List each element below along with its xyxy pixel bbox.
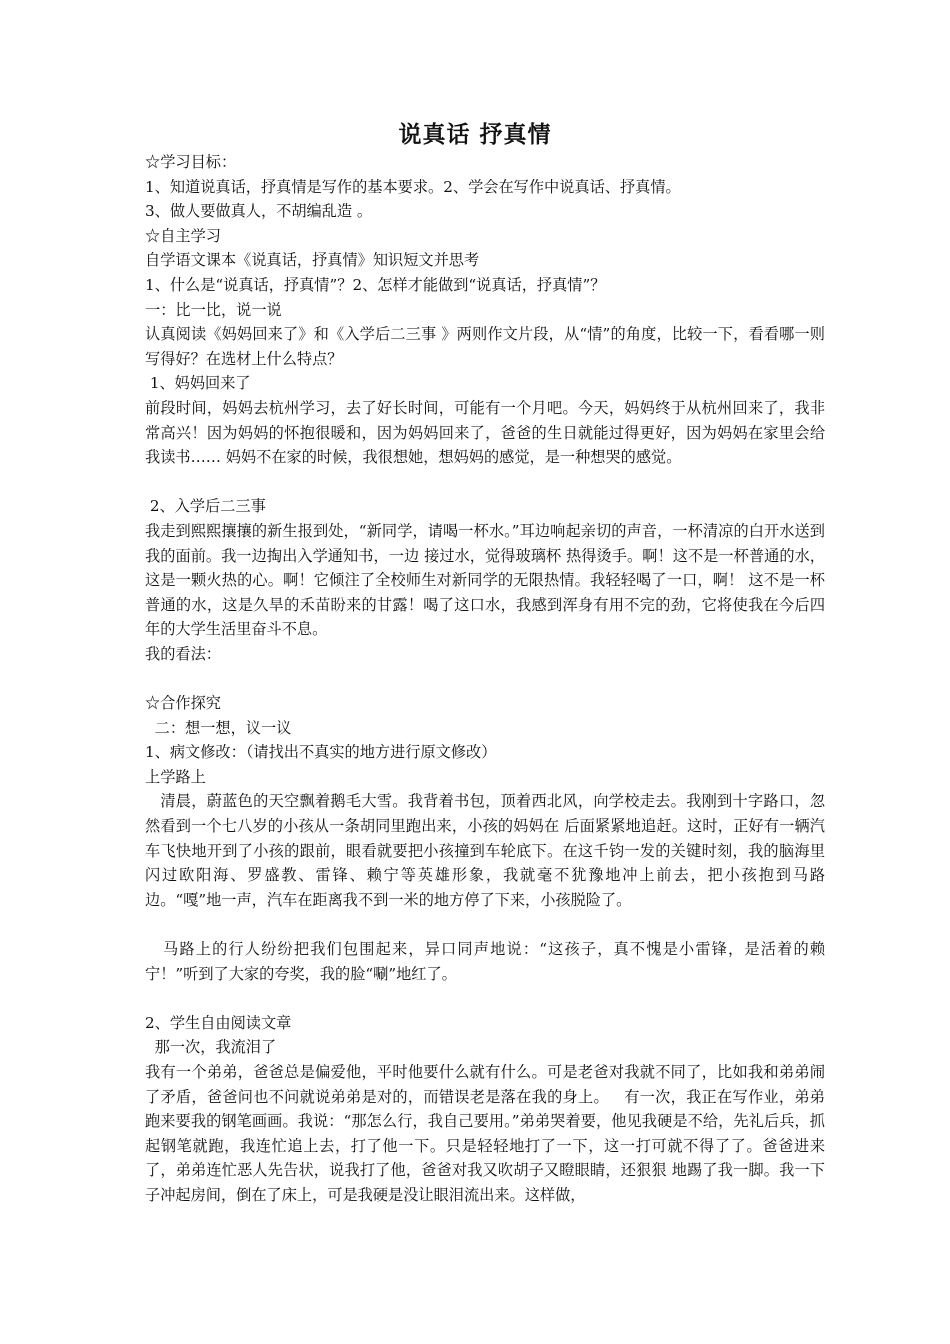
- essay4-title: 那一次，我流泪了: [145, 1038, 277, 1057]
- goals-line-1: 1、知道说真话，抒真情是写作的基本要求。2、学会在写作中说真话、抒真情。: [145, 177, 681, 196]
- spacer: [145, 666, 825, 691]
- self-study-questions: 1、什么是“说真话，抒真情”？2、怎样才能做到“说真话，抒真情”？: [145, 275, 606, 294]
- essay1-text: 前段时间，妈妈去杭州学习，去了好长时间，可能有一个月吧。今天，妈妈终于从杭州回来了，我非常高兴！因为妈妈的怀抱很暖和，因为妈妈回来了，爸爸的生日就能过得更好，因为妈妈在家里会给我读书…… 妈妈不在家的时候，我很想她，想妈妈的感觉，是一种想哭的感觉。: [145, 398, 825, 467]
- part1-instruction: 认真阅读《妈妈回来了》和《入学后二三事 》两则作文片段，从“情”的角度，比较一下，看看哪一则写得好？在选材上什么特点？: [145, 325, 825, 368]
- essay4-text: 我有一个弟弟，爸爸总是偏爱他，平时他要什么就有什么。可是老爸对我就不同了，比如我和弟弟闹了矛盾，爸爸问也不问就说弟弟是对的，而错误老是落在我的身上。 有一次，我正在写作业，弟弟跑来要我的钢笔画画。我说：“那怎么行，我自己要用。”弟弟哭着要，他见我硬是不给，先礼后兵，抓起钢笔就跑，我连忙追上去，打了他一下。只是轻轻地打了一下，这一打可就不得了了。爸爸进来了，弟弟连忙恶人先告状，说我打了他，爸爸对我又吹胡子又瞪眼睛，还狠狠 地踢了我一脚。我一下子冲起房间，倒在了床上，可是我硬是没让眼泪流出来。这样做，: [145, 1062, 825, 1204]
- goals-heading: ☆学习目标：: [145, 153, 237, 171]
- my-view-label: 我的看法：: [145, 644, 221, 663]
- essay3-paragraph-1: 清晨，蔚蓝色的天空飘着鹅毛大雪。我背着书包，顶着西北风，向学校走去。我刚到十字路口，忽然看到一个七八岁的小孩从一条胡同里跑出来，小孩的妈妈在 后面紧紧地追赶。这时，正好有一辆汽车飞快地开到了小孩的跟前，眼看就要把小孩撞到车轮底下。在这千钧一发的关键时刻，我的脑海里闪过欧阳海、罗盛教、雷锋、赖宁等英雄形象，我就毫不犹豫地冲上前去，把小孩抱到马路边。“嘎”地一声，汽车在距离我不到一米的地方停了下来，小孩脱险了。: [145, 792, 826, 909]
- part1-heading: 一：比一比，说一说: [145, 300, 282, 319]
- essay3-paragraph-2: 马路上的行人纷纷把我们包围起来，异口同声地说：“这孩子，真不愧是小雷锋，是活着的赖宁！”听到了大家的夸奖，我的脸“唰”地红了。: [145, 940, 826, 983]
- self-study-intro: 自学语文课本《说真话，抒真情》知识短文并思考: [145, 251, 480, 270]
- essay3-title: 上学路上: [145, 767, 206, 786]
- essay1-title: 1、妈妈回来了: [145, 374, 251, 393]
- part2-heading: 二：想一想，议一议: [145, 718, 292, 737]
- page-title: 说真话 抒真情: [398, 121, 552, 148]
- spacer: [145, 912, 825, 937]
- goals-line-2: 3、做人要做真人，不胡编乱造 。: [145, 202, 373, 221]
- spacer: [145, 986, 825, 1011]
- document-body: [145, 150, 825, 1208]
- essay2-title: 2、入学后二三事: [145, 497, 266, 516]
- task2-instruction: 2、学生自由阅读文章: [145, 1013, 292, 1032]
- spacer: [145, 470, 825, 495]
- cooperative-heading: ☆合作探究: [145, 694, 221, 713]
- essay2-text: 我走到熙熙攘攘的新生报到处，“新同学，请喝一杯水。”耳边响起亲切的声音，一杯清凉的白开水送到我的面前。我一边掏出入学通知书，一边 接过水，觉得玻璃杯 热得烫手。啊！这不是一杯普通的水，这是一颗火热的心。啊！它倾注了全校师生对新同学的无限热情。我轻轻喝了一口，啊！ 这不是一杯普通的水，这是久旱的禾苗盼来的甘露！喝了这口水，我感到浑身有用不完的劲，它将使我在今后四年的大学生活里奋斗不息。: [145, 521, 825, 639]
- self-study-heading: ☆自主学习: [145, 226, 221, 245]
- task1-instruction: 1、病文修改：（请找出不真实的地方进行原文修改）: [145, 743, 497, 762]
